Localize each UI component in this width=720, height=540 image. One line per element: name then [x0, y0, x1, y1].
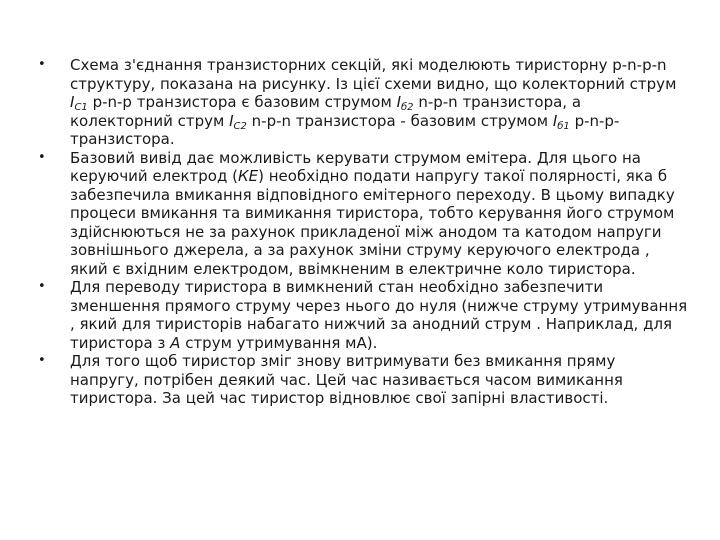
text-run: струм утримування мА). — [180, 333, 378, 352]
bullet-text — [70, 278, 688, 352]
text-run: p-n-p транзистора є базовим струмом — [87, 93, 397, 111]
text-run: А — [170, 333, 181, 352]
text-run: I — [70, 93, 75, 111]
text-run: n-p-n транзистора, а колекторний струм — [70, 93, 582, 130]
text-run: I — [396, 93, 402, 111]
text-run: I — [229, 111, 234, 130]
bullet-item — [38, 278, 688, 352]
text-run: КЕ — [237, 167, 259, 185]
bullet-dot-icon: • — [38, 353, 46, 368]
bullet-dot-icon: • — [38, 149, 46, 165]
text-run: Для переводу тиристора в вимкнений стан необхідно забезпечити зменшення прямого струму через нього до нуля (нижче струму утримування , який для тиристорів набагато нижчий за анодний струм . Наприклад, для тиристора з — [70, 278, 688, 352]
bullet-item — [38, 149, 688, 279]
text-run: I — [552, 111, 558, 130]
bullet-dot-icon: • — [38, 57, 46, 72]
bullet-item — [38, 352, 688, 408]
bullet-text — [70, 352, 688, 408]
subscript-run: C1 — [74, 102, 88, 113]
text-run: Для того щоб тиристор зміг знову витримувати без вмикання пряму напругу, потрібен деякий час. Цей час називається часом вимикання тиристора. За цей час тиристор відновлює свої запірні властивості. — [70, 352, 623, 407]
subscript-run: б2 — [401, 102, 414, 113]
bullet-text — [70, 149, 688, 279]
text-run: Базовий вивід дає можливість керувати струмом емітера. Для цього на керуючий електрод ( — [70, 148, 641, 185]
subscript-run: C2 — [233, 120, 247, 132]
bullet-dot-icon: • — [38, 279, 46, 294]
text-run: n-p-n транзистора - базовим струмом — [246, 111, 553, 130]
bullet-text — [70, 56, 688, 149]
text-run: ) необхідно подати напругу такої полярності, яка б забезпечила вмикання відповідного емітерного переходу. В цьому випадку процеси вмикання та вимикання тиристора, тобто керування його струмом здійснюються не за рахунок прикладеної між анодом та катодом напруги зовнішнього джерела, а за рахунок зміни струму керуючого електрода , який є вхідним електродом, ввімкненим в електричне коло тиристора. — [70, 167, 675, 278]
text-run: p-n-p-транзистора. — [70, 111, 620, 148]
subscript-run: б1 — [557, 120, 570, 132]
bullet-list — [38, 56, 688, 408]
text-run: Схема з'єднання транзисторних секцій, які моделюють тиристорну p-n-p-n структуру, показана на рисунку. Із цієї схеми видно, що колекторний струм — [70, 56, 677, 93]
bullet-item — [38, 56, 688, 149]
